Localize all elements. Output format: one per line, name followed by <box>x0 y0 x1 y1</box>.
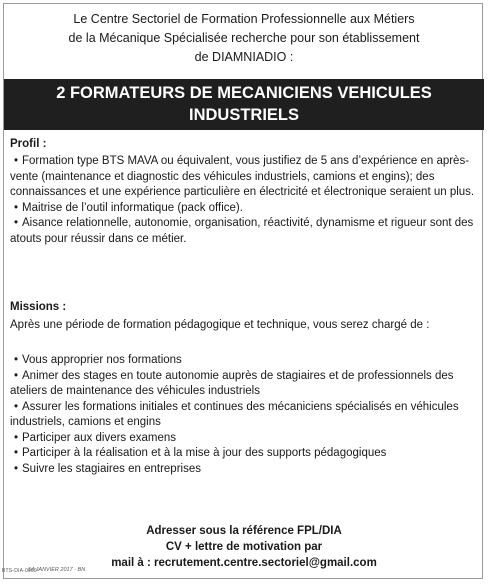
bullet-icon: • <box>13 155 19 167</box>
intro-line-3: de DIAMNIADIO : <box>194 50 294 64</box>
bullet-icon: • <box>13 431 19 444</box>
intro-line-2: de la Mécanique Spécialisée recherche pour son établissement <box>68 31 420 45</box>
bullet-icon: • <box>13 217 19 229</box>
intro-text <box>4 10 484 67</box>
missions-item: • Participer à la réalisation et à la mise à jour des supports pédagogiques <box>10 446 478 462</box>
bullet-icon: • <box>13 354 19 366</box>
job-title-banner <box>4 79 484 130</box>
profil-title: Profil : <box>10 138 47 150</box>
profil-item: • Maitrise de l’outil informatique (pack office). <box>10 201 478 217</box>
job-title-line-2: INDUSTRIELS <box>188 106 299 124</box>
missions-list <box>10 353 478 477</box>
job-title-line-1: 2 FORMATEURS DE MECANICIENS VEHICULES <box>56 84 432 102</box>
profil-list <box>10 154 478 247</box>
application-instructions <box>4 523 484 571</box>
missions-item: • Animer des stages en toute autonomie auprès de stagiaires et de professionnels des ateliers de maintenance des véhicules industriels <box>10 369 454 397</box>
missions-item: • Suivre les stagiaires en entreprises <box>10 462 478 478</box>
intro-line-1: Le Centre Sectoriel de Formation Professionnelle aux Métiers <box>73 12 415 26</box>
profil-item: • Formation type BTS MAVA ou équivalent, vous justifiez de 5 ans d’expérience en après-vente (maintenance et diagnostic des véhicules industriels, camions et engins); des connaissances et une expérience particulière en électricité et électronique seraient un plus. <box>10 155 475 198</box>
documents-line: CV + lettre de motivation par <box>165 541 323 553</box>
bullet-icon: • <box>13 369 19 382</box>
print-code: BTS-DIA-0000 <box>2 568 37 574</box>
profil-item: • Aisance relationnelle, autonomie, organisation, réactivité, dynamisme et rigueur sont des atouts pour réussir dans ce métier. <box>10 217 474 245</box>
missions-item: • Assurer les formations initiales et continues des mécaniciens spécialisés en véhicules industriels, camions et engins <box>10 400 459 428</box>
reference-line: Adresser sous la référence FPL/DIA <box>146 525 342 537</box>
bullet-icon: • <box>13 462 19 475</box>
missions-title: Missions : <box>10 301 67 313</box>
email-line[interactable]: mail à : recrutement.centre.sectoriel@gmail.com <box>111 557 377 569</box>
bullet-icon: • <box>13 400 19 413</box>
bullet-icon: • <box>13 201 19 214</box>
missions-intro: Après une période de formation pédagogique et technique, vous serez chargé de : <box>10 319 430 331</box>
bullet-icon: • <box>13 447 19 459</box>
job-ad-frame <box>3 3 483 579</box>
print-date: 14 JANVIER 2017 · BN <box>28 567 86 573</box>
missions-item: • Participer aux divers examens <box>10 431 478 447</box>
missions-item: • Vous approprier nos formations <box>10 353 478 369</box>
